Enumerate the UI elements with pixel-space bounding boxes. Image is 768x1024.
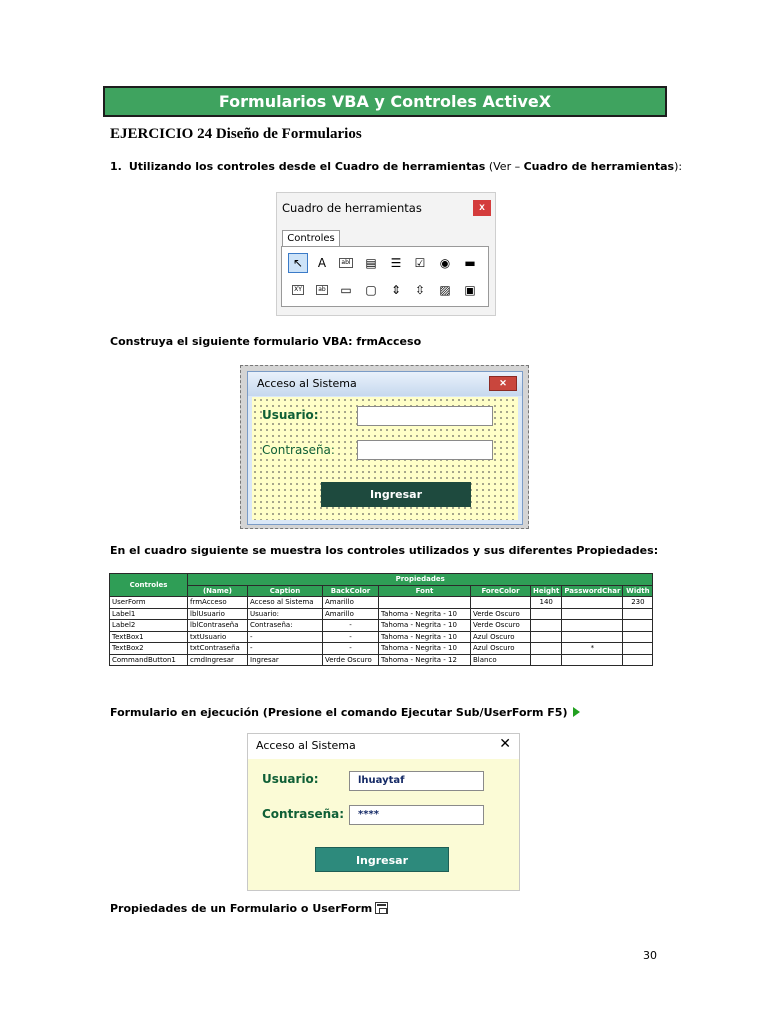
table-cell: - xyxy=(323,620,379,632)
run-ingresar-button[interactable]: Ingresar xyxy=(315,847,449,872)
exercise-title: EJERCICIO 24 Diseño de Formularios xyxy=(110,126,362,142)
table-row-control: Label2 xyxy=(110,620,188,632)
table-row xyxy=(110,608,653,620)
table-cell: - xyxy=(323,631,379,643)
table-cell: Acceso al Sistema xyxy=(248,597,323,609)
design-form-selection xyxy=(240,365,529,529)
image-tool-glyph: ▨ xyxy=(439,283,451,297)
textbox-tool-icon[interactable] xyxy=(336,253,356,273)
page-banner: Formularios VBA y Controles ActiveX xyxy=(103,86,667,117)
scrollbar-tool-glyph: ⇕ xyxy=(390,283,402,297)
table-row xyxy=(110,654,653,666)
table-cell: Tahoma - Negrita - 10 xyxy=(379,631,471,643)
table-cell: frmAcceso xyxy=(188,597,248,609)
page-number: 30 xyxy=(643,949,657,962)
line2-text-b: frmAcceso xyxy=(356,335,422,348)
design-form-title: Acceso al Sistema xyxy=(248,372,522,396)
multipage-tool-glyph: ▢ xyxy=(365,283,377,297)
table-group-header: Propiedades xyxy=(188,574,653,586)
table-cell xyxy=(471,597,531,609)
table-cell: - xyxy=(248,643,323,655)
commandbutton-tool-icon[interactable] xyxy=(312,280,332,300)
step1-number: 1. xyxy=(110,160,122,173)
table-cell xyxy=(623,643,653,655)
table-cell: cmdIngresar xyxy=(188,654,248,666)
table-cell: Ingresar xyxy=(248,654,323,666)
table-row xyxy=(110,643,653,655)
table-column-header: Height xyxy=(531,585,562,597)
table-column-header: BackColor xyxy=(323,585,379,597)
pointer-tool-icon[interactable] xyxy=(288,253,308,273)
table-cell xyxy=(531,631,562,643)
label-tool-icon[interactable] xyxy=(312,253,332,273)
table-cell: - xyxy=(248,631,323,643)
design-user-textbox[interactable] xyxy=(357,406,493,426)
table-cell: Blanco xyxy=(471,654,531,666)
table-row-control: TextBox1 xyxy=(110,631,188,643)
line5-text-a: Propiedades de un Formulario o UserForm xyxy=(110,902,373,915)
checkbox-tool-glyph: ☑ xyxy=(414,256,426,270)
table-cell xyxy=(531,620,562,632)
line3-text-a: En el cuadro siguiente se muestra los controles utilizados y sus diferentes xyxy=(110,544,577,557)
table-cell xyxy=(562,597,623,609)
image-tool-icon[interactable] xyxy=(435,280,455,300)
togglebutton-tool-icon[interactable] xyxy=(460,253,480,273)
toolbox-panel xyxy=(281,246,489,307)
line-ejecucion xyxy=(110,706,580,719)
tabstrip-tool-icon[interactable] xyxy=(336,280,356,300)
step1-text-e: ): xyxy=(674,160,683,173)
table-cell: lblContraseña xyxy=(188,620,248,632)
table-cell: Verde Oscuro xyxy=(323,654,379,666)
design-form-close-icon[interactable]: ✕ xyxy=(489,376,517,391)
run-form-close-icon[interactable]: ✕ xyxy=(499,736,511,752)
togglebutton-tool-glyph: ▬ xyxy=(464,256,476,270)
table-cell xyxy=(531,654,562,666)
refedit-tool-glyph: ▣ xyxy=(464,283,476,297)
table-cell xyxy=(623,620,653,632)
table-row xyxy=(110,597,653,609)
table-cell: Contraseña: xyxy=(248,620,323,632)
tabstrip-tool-glyph: ▭ xyxy=(340,283,352,297)
optionbutton-tool-icon[interactable] xyxy=(435,253,455,273)
table-cell: txtUsuario xyxy=(188,631,248,643)
table-cell: Amarillo xyxy=(323,608,379,620)
table-cell xyxy=(562,608,623,620)
toolbox-window xyxy=(276,192,496,316)
toolbox-title: Cuadro de herramientas xyxy=(282,201,422,215)
textbox-tool-glyph: abl xyxy=(341,259,351,266)
table-cell: 140 xyxy=(531,597,562,609)
combobox-tool-icon[interactable] xyxy=(361,253,381,273)
table-cell xyxy=(531,643,562,655)
line-cuadro xyxy=(110,544,658,557)
line-propiedades-userform xyxy=(110,902,388,915)
table-cell: Verde Oscuro xyxy=(471,608,531,620)
scrollbar-tool-icon[interactable] xyxy=(386,280,406,300)
table-cell: txtContraseña xyxy=(188,643,248,655)
table-cell: lblUsuario xyxy=(188,608,248,620)
run-user-label: Usuario: xyxy=(262,772,319,786)
toolbox-close-button[interactable]: x xyxy=(473,200,491,216)
step1-text-a: Utilizando los controles desde el xyxy=(128,160,335,173)
line3-text-c: : xyxy=(653,544,659,557)
line3-text-b: Propiedades xyxy=(576,544,654,557)
table-cell xyxy=(623,608,653,620)
label-tool-glyph: A xyxy=(317,256,327,270)
table-corner-header: Controles xyxy=(110,574,188,597)
table-cell: * xyxy=(562,643,623,655)
table-column-header: Font xyxy=(379,585,471,597)
table-cell: Tahoma - Negrita - 12 xyxy=(379,654,471,666)
table-column-header: Caption xyxy=(248,585,323,597)
table-column-header: PasswordChar xyxy=(562,585,623,597)
multipage-tool-icon[interactable] xyxy=(361,280,381,300)
design-ingresar-button[interactable]: Ingresar xyxy=(321,482,471,507)
listbox-tool-icon[interactable] xyxy=(386,253,406,273)
step1-text-b: Cuadro de herramientas xyxy=(334,160,486,173)
refedit-tool-icon[interactable] xyxy=(460,280,480,300)
table-column-header: (Name) xyxy=(188,585,248,597)
frame-tool-icon[interactable] xyxy=(288,280,308,300)
table-cell: - xyxy=(323,643,379,655)
spinbutton-tool-icon[interactable] xyxy=(410,280,430,300)
listbox-tool-glyph: ☰ xyxy=(390,256,402,270)
userform-icon xyxy=(375,902,388,914)
properties-table xyxy=(109,573,653,666)
table-cell xyxy=(623,654,653,666)
design-user-label: Usuario: xyxy=(262,408,319,422)
design-pass-label: Contraseña: xyxy=(262,443,335,457)
line2-text-a: Construya el siguiente formulario VBA: xyxy=(110,335,357,348)
run-pass-label: Contraseña: xyxy=(262,807,345,821)
design-form xyxy=(247,371,523,525)
run-form-title: Acceso al Sistema xyxy=(248,734,519,759)
optionbutton-tool-glyph: ◉ xyxy=(439,256,451,270)
table-cell xyxy=(562,654,623,666)
table-row-control: CommandButton1 xyxy=(110,654,188,666)
line4-text-b: Ejecutar Sub/UserForm F5 xyxy=(400,706,563,719)
line4-text-c: ) xyxy=(562,706,568,719)
line4-text-a: Formulario en ejecución (Presione el comando xyxy=(110,706,401,719)
line-construya xyxy=(110,335,421,348)
pointer-tool-glyph: ↖ xyxy=(292,256,304,270)
design-form-grid xyxy=(252,397,518,520)
table-row xyxy=(110,620,653,632)
run-pass-textbox[interactable]: **** xyxy=(349,805,484,825)
commandbutton-tool-glyph: ab xyxy=(318,286,326,293)
table-cell: Tahoma - Negrita - 10 xyxy=(379,620,471,632)
frame-tool-glyph: XY xyxy=(294,286,302,293)
table-column-header: ForeColor xyxy=(471,585,531,597)
table-row xyxy=(110,631,653,643)
design-pass-textbox[interactable] xyxy=(357,440,493,460)
table-column-header: Width xyxy=(623,585,653,597)
step1-text-d: Cuadro de herramientas xyxy=(523,160,675,173)
table-cell: Tahoma - Negrita - 10 xyxy=(379,643,471,655)
run-play-icon xyxy=(573,707,580,717)
step1-instruction xyxy=(110,160,682,173)
table-cell xyxy=(562,631,623,643)
toolbox-tab-controles[interactable]: Controles xyxy=(282,230,340,247)
table-row-control: Label1 xyxy=(110,608,188,620)
table-cell: Amarillo xyxy=(323,597,379,609)
table-cell xyxy=(531,608,562,620)
table-cell xyxy=(562,620,623,632)
table-cell: Verde Oscuro xyxy=(471,620,531,632)
table-cell: Usuario: xyxy=(248,608,323,620)
spinbutton-tool-glyph: ⇳ xyxy=(414,283,426,297)
combobox-tool-glyph: ▤ xyxy=(365,256,377,270)
table-row-control: UserForm xyxy=(110,597,188,609)
run-form xyxy=(247,733,520,891)
table-row-control: TextBox2 xyxy=(110,643,188,655)
step1-text-c: (Ver – xyxy=(485,160,524,173)
table-cell xyxy=(379,597,471,609)
table-cell: Tahoma - Negrita - 10 xyxy=(379,608,471,620)
table-cell xyxy=(623,631,653,643)
table-cell: 230 xyxy=(623,597,653,609)
table-cell: Azul Oscuro xyxy=(471,643,531,655)
run-user-textbox[interactable]: lhuaytaf xyxy=(349,771,484,791)
checkbox-tool-icon[interactable] xyxy=(410,253,430,273)
table-cell: Azul Oscuro xyxy=(471,631,531,643)
